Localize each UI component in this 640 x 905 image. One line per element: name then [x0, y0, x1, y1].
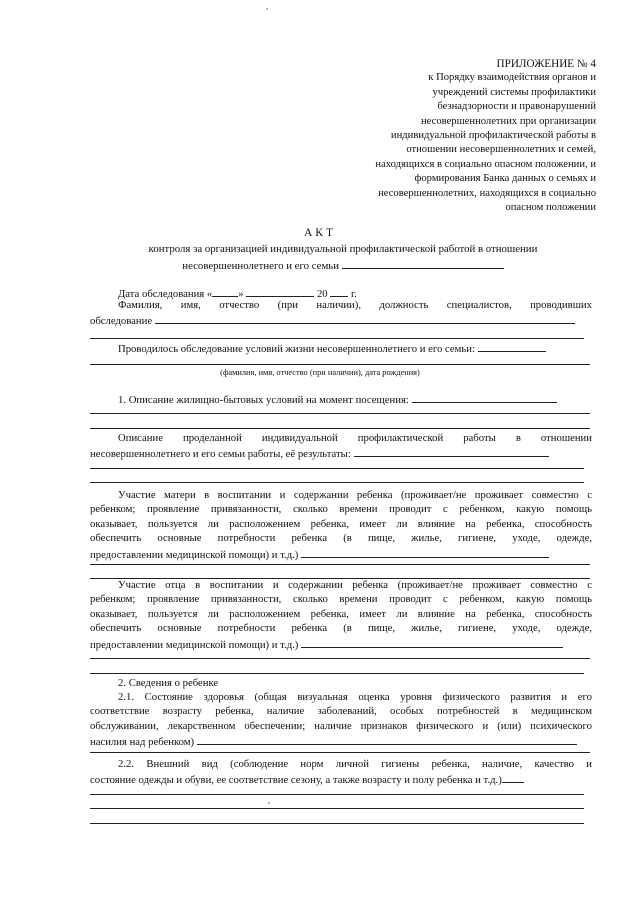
- appendix-line: опасном положении: [505, 202, 596, 214]
- date-month-field[interactable]: [246, 285, 314, 297]
- specialists-extra-line[interactable]: [90, 338, 584, 339]
- mother-line-1[interactable]: [90, 564, 590, 565]
- appearance-block: 2.2. Внешний вид (соблюдение норм личной гигиены ребенка, наличие, качество и состояние одежды и обуви, ее соответствие сезону, а также возрасту и полу ребенка и т.д.): [90, 758, 592, 787]
- appendix-line: к Порядку взаимодействия органов и: [428, 72, 596, 84]
- living-conditions-line[interactable]: [90, 364, 590, 365]
- appendix-line: несовершеннолетних, находящихся в социально: [378, 187, 596, 199]
- section1-field[interactable]: [412, 391, 557, 403]
- appendix-line: индивидуальной профилактической работы в: [390, 130, 596, 142]
- specialists-block: Фамилия, имя, отчество (при наличии), должность специалистов, проводивших обследование: [90, 299, 592, 328]
- date-year-field[interactable]: [330, 285, 348, 297]
- appendix-line: формирования Банка данных о семьях и: [414, 173, 596, 185]
- work-field[interactable]: [354, 445, 549, 457]
- appendix-line: отношении несовершеннолетних и семей,: [406, 144, 596, 156]
- date-day-field[interactable]: [212, 285, 238, 297]
- work-block: Описание проделанной индивидуальной профилактической работы в отношении несовершеннолетнего и его семьи работы, её результаты:: [90, 432, 592, 461]
- act-subtitle-line1: контроля за организацией индивидуальной профилактической работой в отношении: [148, 243, 538, 255]
- section1-line-2[interactable]: [90, 428, 590, 429]
- appearance-line-1[interactable]: [90, 794, 584, 795]
- specialists-field[interactable]: [155, 312, 575, 324]
- health-block: 2.1. Состояние здоровья (общая визуальная оценка уровня физического развития и его соответствие возрасту ребенка, наличие заболеваний, особых потребностей в медицинском обслуживании, лекарственном обеспечении; наличие признаков физического и (или) психического насилия над ребенком): [90, 691, 592, 749]
- health-line-1[interactable]: [90, 752, 590, 753]
- father-block: Участие отца в воспитании и содержании ребенка (проживает/не проживает совместно с ребенком; проявление привязанности, сколько времени проводит с ребенком, какую помощь оказывает, пользуется ли расположением ребенка, имеет ли влияние на ребенка, способность обеспечить основные потребности ребенка (в пище, жилье, гигиене, уходе, одежде, предоставлении медицинской помощи) и т.д.): [90, 579, 592, 651]
- scan-speck: [266, 8, 268, 10]
- appendix-line: несовершеннолетних при организации: [421, 115, 596, 127]
- appendix-line: находящихся в социально опасном положении, и: [375, 158, 596, 170]
- section2-heading: 2. Сведения о ребенке: [118, 677, 219, 689]
- section1-row: 1. Описание жилищно-бытовых условий на момент посещения:: [90, 391, 592, 407]
- work-line-1[interactable]: [90, 468, 584, 469]
- appearance-field[interactable]: [502, 771, 524, 783]
- mother-block: Участие матери в воспитании и содержании ребенка (проживает/не проживает совместно с ребенком; проявление привязанности, сколько времени проводит с ребенком, какую помощь оказывает, пользуется ли расположением ребенка, имеет ли влияние на ребенка, способность обеспечить основные потребности ребенка (в пище, жилье, гигиене, уходе, одежде, предоставлении медицинской помощи) и т.д.): [90, 489, 592, 561]
- father-line-2[interactable]: [90, 673, 584, 674]
- mother-field[interactable]: [301, 546, 549, 558]
- scan-speck: [268, 802, 270, 804]
- work-line-2[interactable]: [90, 482, 584, 483]
- appearance-line-3[interactable]: [90, 823, 584, 824]
- act-subtitle-line2: несовершеннолетнего и его семьи: [118, 257, 568, 274]
- section1-line-1[interactable]: [90, 413, 590, 414]
- appendix-title: ПРИЛОЖЕНИЕ № 4: [496, 58, 596, 70]
- act-subtitle: [118, 242, 568, 273]
- appendix-line: безнадзорности и правонарушений: [437, 101, 596, 113]
- date-row: Дата обследования « » 20 г.: [90, 285, 592, 301]
- family-name-field[interactable]: [342, 257, 504, 269]
- act-title: АКТ: [304, 227, 336, 239]
- father-line-1[interactable]: [90, 658, 590, 659]
- health-field[interactable]: [197, 733, 577, 745]
- father-field[interactable]: [301, 636, 563, 648]
- living-conditions-field[interactable]: [478, 340, 546, 352]
- living-conditions-hint: (фамилия, имя, отчество (при наличии), дата рождения): [220, 368, 420, 377]
- living-conditions-row: Проводилось обследование условий жизни несовершеннолетнего и его семьи:: [90, 340, 592, 356]
- appendix-header: [296, 57, 596, 215]
- appearance-line-2[interactable]: [90, 808, 584, 809]
- appendix-line: учреждений системы профилактики: [432, 86, 596, 98]
